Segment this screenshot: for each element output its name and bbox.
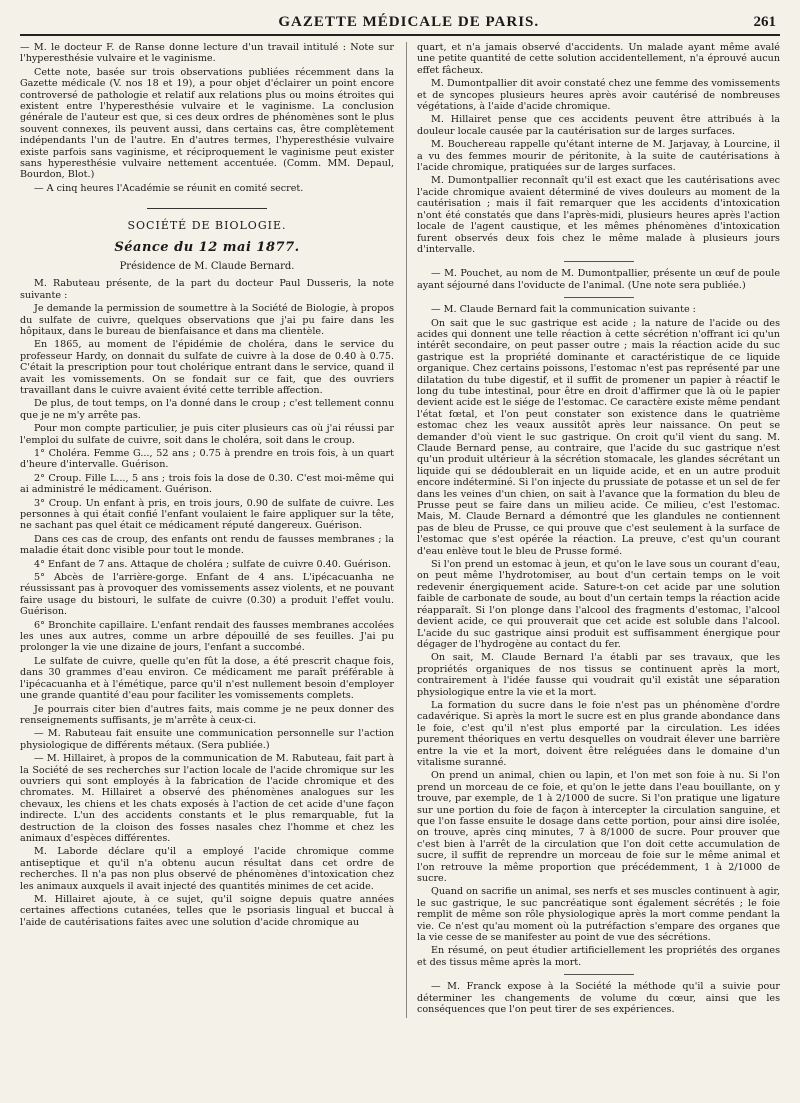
paragraph: 6° Bronchite capillaire. L'enfant rendait des fausses membranes accolées les unes aux autres, comme un arbre dépouillé de ses feuilles. J'ai pu prolonger la vie une dizaine de jours, l'enfant a succombé.: [20, 619, 394, 654]
right-column: [406, 42, 780, 1018]
paragraph: 1° Choléra. Femme G..., 52 ans ; 0.75 à prendre en trois fois, à un quart d'heure d'intervalle. Guérison.: [20, 447, 394, 471]
divider: [564, 297, 634, 298]
paragraph: — M. Rabuteau fait ensuite une communication personnelle sur l'action physiologique de différents métaux. (Sera publiée.): [20, 728, 394, 751]
paragraph: Je demande la permission de soumettre à la Société de Biologie, à propos du sulfate de cuivre, quelques observations que j'ai pu faire dans les hôpitaux, dans le bureau de bienfaisance et dans ma clientèle.: [20, 303, 394, 337]
paragraph: 4° Enfant de 7 ans. Attaque de choléra ; sulfate de cuivre 0.40. Guérison.: [34, 558, 392, 570]
paragraph: On prend un animal, chien ou lapin, et l'on met son foie à nu. Si l'on prend un morceau de ce foie, et qu'on le jette dans l'eau bouillante, on y trouve, par exemple, de 1 à 2/1000 de sucre. Si l'on pratique une ligature sur une portion du foie de façon à intercepter la circulation sanguine, et que l'on fasse ensuite le dosage dans cette portion, pour ainsi dire isolée, on trouve, après cinq minutes, 7 à 8/1000 de sucre. Pour prouver que c'est bien à l'arrêt de la circulation que l'on doit cette accumulation de sucre, il suffit de reprendre un morceau de foie sur le même animal et l'on retrouve la même proportion que précédemment, 1 à 2/1000 de sucre.: [417, 770, 780, 885]
paragraph: — A cinq heures l'Académie se réunit en comité secret.: [34, 182, 304, 194]
paragraph: 2° Croup. Fille L..., 5 ans ; trois fois la dose de 0.30. C'est moi-même qui ai administré le médicament. Guérison.: [20, 472, 394, 496]
paragraph: La formation du sucre dans le foie n'est pas un phénomène d'ordre cadavérique. Si après la mort le sucre est en plus grande abondance dans le foie, c'est qu'il n'est plus emporté par la circulation. Les idées purement théoriques en vertu desquelles on voudrait élever une barrière entre la vie et la mort, doivent être reléguées dans le domaine d'un vitalisme suranné.: [417, 699, 780, 768]
paragraph: — M. le docteur F. de Ranse donne lecture d'un travail intitulé : Note sur l'hyperesthésie vulvaire et le vaginisme.: [20, 42, 394, 65]
paragraph: — M. Hillairet, à propos de la communication de M. Rabuteau, fait part à la Société de ses recherches sur l'action locale de l'acide chromique sur les ouvriers qui sont employés à la fabrication de l'acide chromique et des chromates. M. Hillairet a observé des phénomènes analogues sur les chevaux, les chiens et les chats exposés à l'action de cet acide d'une façon indirecte. L'un des accidents constants et le plus remarquable, fut la destruction de la cloison des fosses nasales chez l'homme et chez les animaux d'espèces différentes.: [20, 753, 394, 844]
paragraph: — M. Franck expose à la Société la méthode qu'il a suivie pour déterminer les changements de volume du cœur, ainsi que les conséquences que l'on peut tirer de ses expériences.: [417, 981, 780, 1016]
presidence-line: Présidence de M. Claude Bernard.: [119, 261, 295, 273]
divider: [564, 261, 634, 262]
paragraph: En résumé, on peut étudier artificiellement les propriétés des organes et des tissus même après la mort.: [417, 945, 780, 968]
text-columns: [20, 42, 780, 1018]
section-heading: SOCIÉTÉ DE BIOLOGIE.: [127, 219, 287, 233]
paragraph: On sait que le suc gastrique est acide ; la nature de l'acide ou des acides qui donnent une telle réaction à cette sécrétion n'offrant ici qu'un intérêt secondaire, on peut passer outre ; mais la réaction acide du suc gastrique est la propriété dominante et caractéristique de ce liquide organique. Chez certains poissons, l'estomac n'est pas représenté par une dilatation du tube digestif, et il suffit de promener un papier à réactif le long du tube intestinal, pour être en droit d'affirmer que là où le papier devient acide est le siége de l'estomac. Ce caractère existe même pendant l'état fœtal, et l'on peut constater son existence dans le quatrième estomac chez les veaux aussitôt après leur naissance. On peut se demander d'où vient le suc gastrique. On croit qu'il vient du sang. M. Claude Bernard pense, au contraire, que l'acide du suc gastrique n'est qu'un produit ultérieur à la sécrétion stomacale, les glandes sécrétant un liquide qui se dédoublerait en un liquide acide, et en un autre produit encore indéterminé. Si l'on injecte du prussiate de potasse et un sel de fer dans les veines d'un chien, on sait à l'avance que la formation du bleu de Prusse peut se faire dans un milieu acide. Ce milieu, c'est l'estomac. Mais, M. Claude Bernard a démontré que les glandules ne contiennent pas de bleu de Prusse, ce qui prouve que c'est seulement à la surface de l'estomac que s'est opérée la réaction. La preuve, c'est qu'un courant d'eau enlève tout le bleu de Prusse formé.: [417, 317, 780, 557]
paragraph: M. Dumontpallier dit avoir constaté chez une femme des vomissements et de syncopes plusieurs heures après avoir cautérisé de nombreuses végétations, à l'aide d'acide chromique.: [417, 78, 780, 113]
section-divider: [147, 208, 267, 209]
paragraph: Je pourrais citer bien d'autres faits, mais comme je ne peux donner des renseignements suffisants, je m'arrête à ceux-ci.: [20, 703, 394, 726]
paragraph: M. Hillairet ajoute, à ce sujet, qu'il soigne depuis quatre années certaines affections cutanées, telles que le psoriasis lingual et buccal à l'aide de cautérisations faites avec une solution d'acide chromique au: [20, 894, 394, 928]
paragraph: M. Bouchereau rappelle qu'étant interne de M. Jarjavay, à Lourcine, il a vu des femmes mourir de péritonite, à la suite de cautérisations à l'acide chromique, pratiquées sur de larges surfaces.: [417, 139, 780, 174]
paragraph: De plus, de tout temps, on l'a donné dans le croup ; c'est tellement connu que je ne m'y arrête pas.: [20, 398, 394, 421]
paragraph: Quand on sacrifie un animal, ses nerfs et ses muscles continuent à agir, le suc gastrique, le suc pancréatique sont également sécrétés ; le foie remplit de même son rôle physiologique après la mort comme pendant la vie. Ce n'est qu'au moment où la putréfaction s'empare des organes que la vie cesse de se manifester au point de vue des sécrétions.: [417, 886, 780, 944]
paragraph: Si l'on prend un estomac à jeun, et qu'on le lave sous un courant d'eau, on peut même l'hydrotomiser, au bout d'un certain temps on le voit redevenir énergiquement acide. Sature-t-on cet acide par une solution faible de carbonate de soude, au bout d'un certain temps la réaction acide réapparaît. Si l'on plonge dans l'alcool des fragments d'estomac, l'alcool devient acide, ce qui prouverait que cet acide est soluble dans l'alcool. L'acide du suc gastrique ainsi produit est suffisamment énergique pour dégager de l'hydrogène au contact du fer.: [417, 559, 780, 650]
paragraph: En 1865, au moment de l'épidémie de choléra, dans le service du professeur Hardy, on donnait du sulfate de cuivre à la dose de 0.40 à 0.75. C'était la prescription pour tout cholérique entrant dans le service, quand il avait les vomissements. On se fondait sur ce fait, que des ouvriers travaillant dans le cuivre avaient évité cette terrible affection.: [20, 339, 394, 396]
paragraph: M. Laborde déclare qu'il a employé l'acide chromique comme antiseptique et qu'il n'a obtenu aucun résultat dans cet ordre de recherches. Il n'a pas non plus observé de phénomènes d'intoxication chez les animaux auxquels il avait injecté des quantités minimes de cet acide.: [20, 846, 394, 892]
paragraph: — M. Claude Bernard fait la communication suivante :: [431, 304, 696, 316]
paragraph: Dans ces cas de croup, des enfants ont rendu de fausses membranes ; la maladie était donc visible pour tout le monde.: [20, 533, 394, 557]
paragraph: M. Hillairet pense que ces accidents peuvent être attribués à la douleur locale causée par la cautérisation sur de larges surfaces.: [417, 114, 780, 137]
paragraph: — M. Pouchet, au nom de M. Dumontpallier, présente un œuf de poule ayant séjourné dans l'oviducte de l'animal. (Une note sera publiée.): [417, 268, 780, 291]
paragraph: Le sulfate de cuivre, quelle qu'en fût la dose, a été prescrit chaque fois, dans 30 grammes d'eau environ. Ce médicament me paraît préférable à l'ipécacuanha et à l'émétique, parce qu'il n'est nullement besoin d'employer une grande quantité d'eau pour faciliter les vomissements complets.: [20, 655, 394, 702]
paragraph: On sait, M. Claude Bernard l'a établi par ses travaux, que les propriétés organiques de nos tissus se continuent après la mort, contrairement à l'idée fausse qui voudrait qu'il existât une séparation physiologique entre la vie et la mort.: [417, 652, 780, 698]
paragraph: Pour mon compte particulier, je puis citer plusieurs cas où j'ai réussi par l'emploi du sulfate de cuivre, soit dans le choléra, soit dans le croup.: [20, 423, 394, 446]
paragraph: 5° Abcès de l'arrière-gorge. Enfant de 4 ans. L'ipécacuanha ne réussissant pas à provoquer des vomissements assez violents, et ne pouvant faire usage du bistouri, le sulfate de cuivre (0.30) a produit l'effet voulu. Guérison.: [20, 572, 394, 618]
journal-title: GAZETTE MÉDICALE DE PARIS.: [278, 14, 540, 30]
paragraph: 3° Croup. Un enfant à pris, en trois jours, 0.90 de sulfate de cuivre. Les personnes à qui était confié l'enfant voulaient le faire appliquer sur la tête, ne sachant pas quel était ce médicament réputé dangereux. Guérison.: [20, 497, 394, 532]
left-column: [20, 42, 394, 1018]
page-header: [20, 8, 780, 36]
paragraph: Cette note, basée sur trois observations publiées récemment dans la Gazette médicale (V. nos 18 et 19), a pour objet d'éclairer un point encore controversé de pathologie et relatif aux relations plus ou moins étroites qui existent entre l'hyperesthésie vulvaire et le vaginisme. La conclusion générale de l'auteur est que, si ces deux ordres de phénomènes sont le plus souvent connexes, ils peuvent aussi, dans certains cas, être complètement indépendants l'un de l'autre. En d'autres termes, l'hyperesthésie vulvaire existe parfois sans vaginisme, et réciproquement le vaginisme peut exister sans hyperesthésie vulvaire nettement accentuée. (Comm. MM. Depaul, Bourdon, Blot.): [20, 66, 394, 181]
paragraph: M. Dumontpallier reconnaît qu'il est exact que les cautérisations avec l'acide chromique avaient déterminé de vives douleurs au moment de la cautérisation ; mais il fait remarquer que les accidents d'intoxication n'ont été constatés que dans l'après-midi, plusieurs heures après l'action locale de l'agent caustique, et les mêmes phénomènes d'intoxication furent observés deux fois chez le même malade à plusieurs jours d'intervalle.: [417, 175, 780, 255]
divider: [564, 974, 634, 975]
session-title: Séance du 12 mai 1877.: [114, 240, 300, 256]
paragraph: quart, et n'a jamais observé d'accidents. Un malade ayant même avalé une petite quantité de cette solution accidentellement, n'a éprouvé aucun effet fâcheux.: [417, 42, 780, 76]
page-number: 261: [753, 14, 776, 30]
paragraph: M. Rabuteau présente, de la part du docteur Paul Dusseris, la note suivante :: [20, 278, 394, 301]
